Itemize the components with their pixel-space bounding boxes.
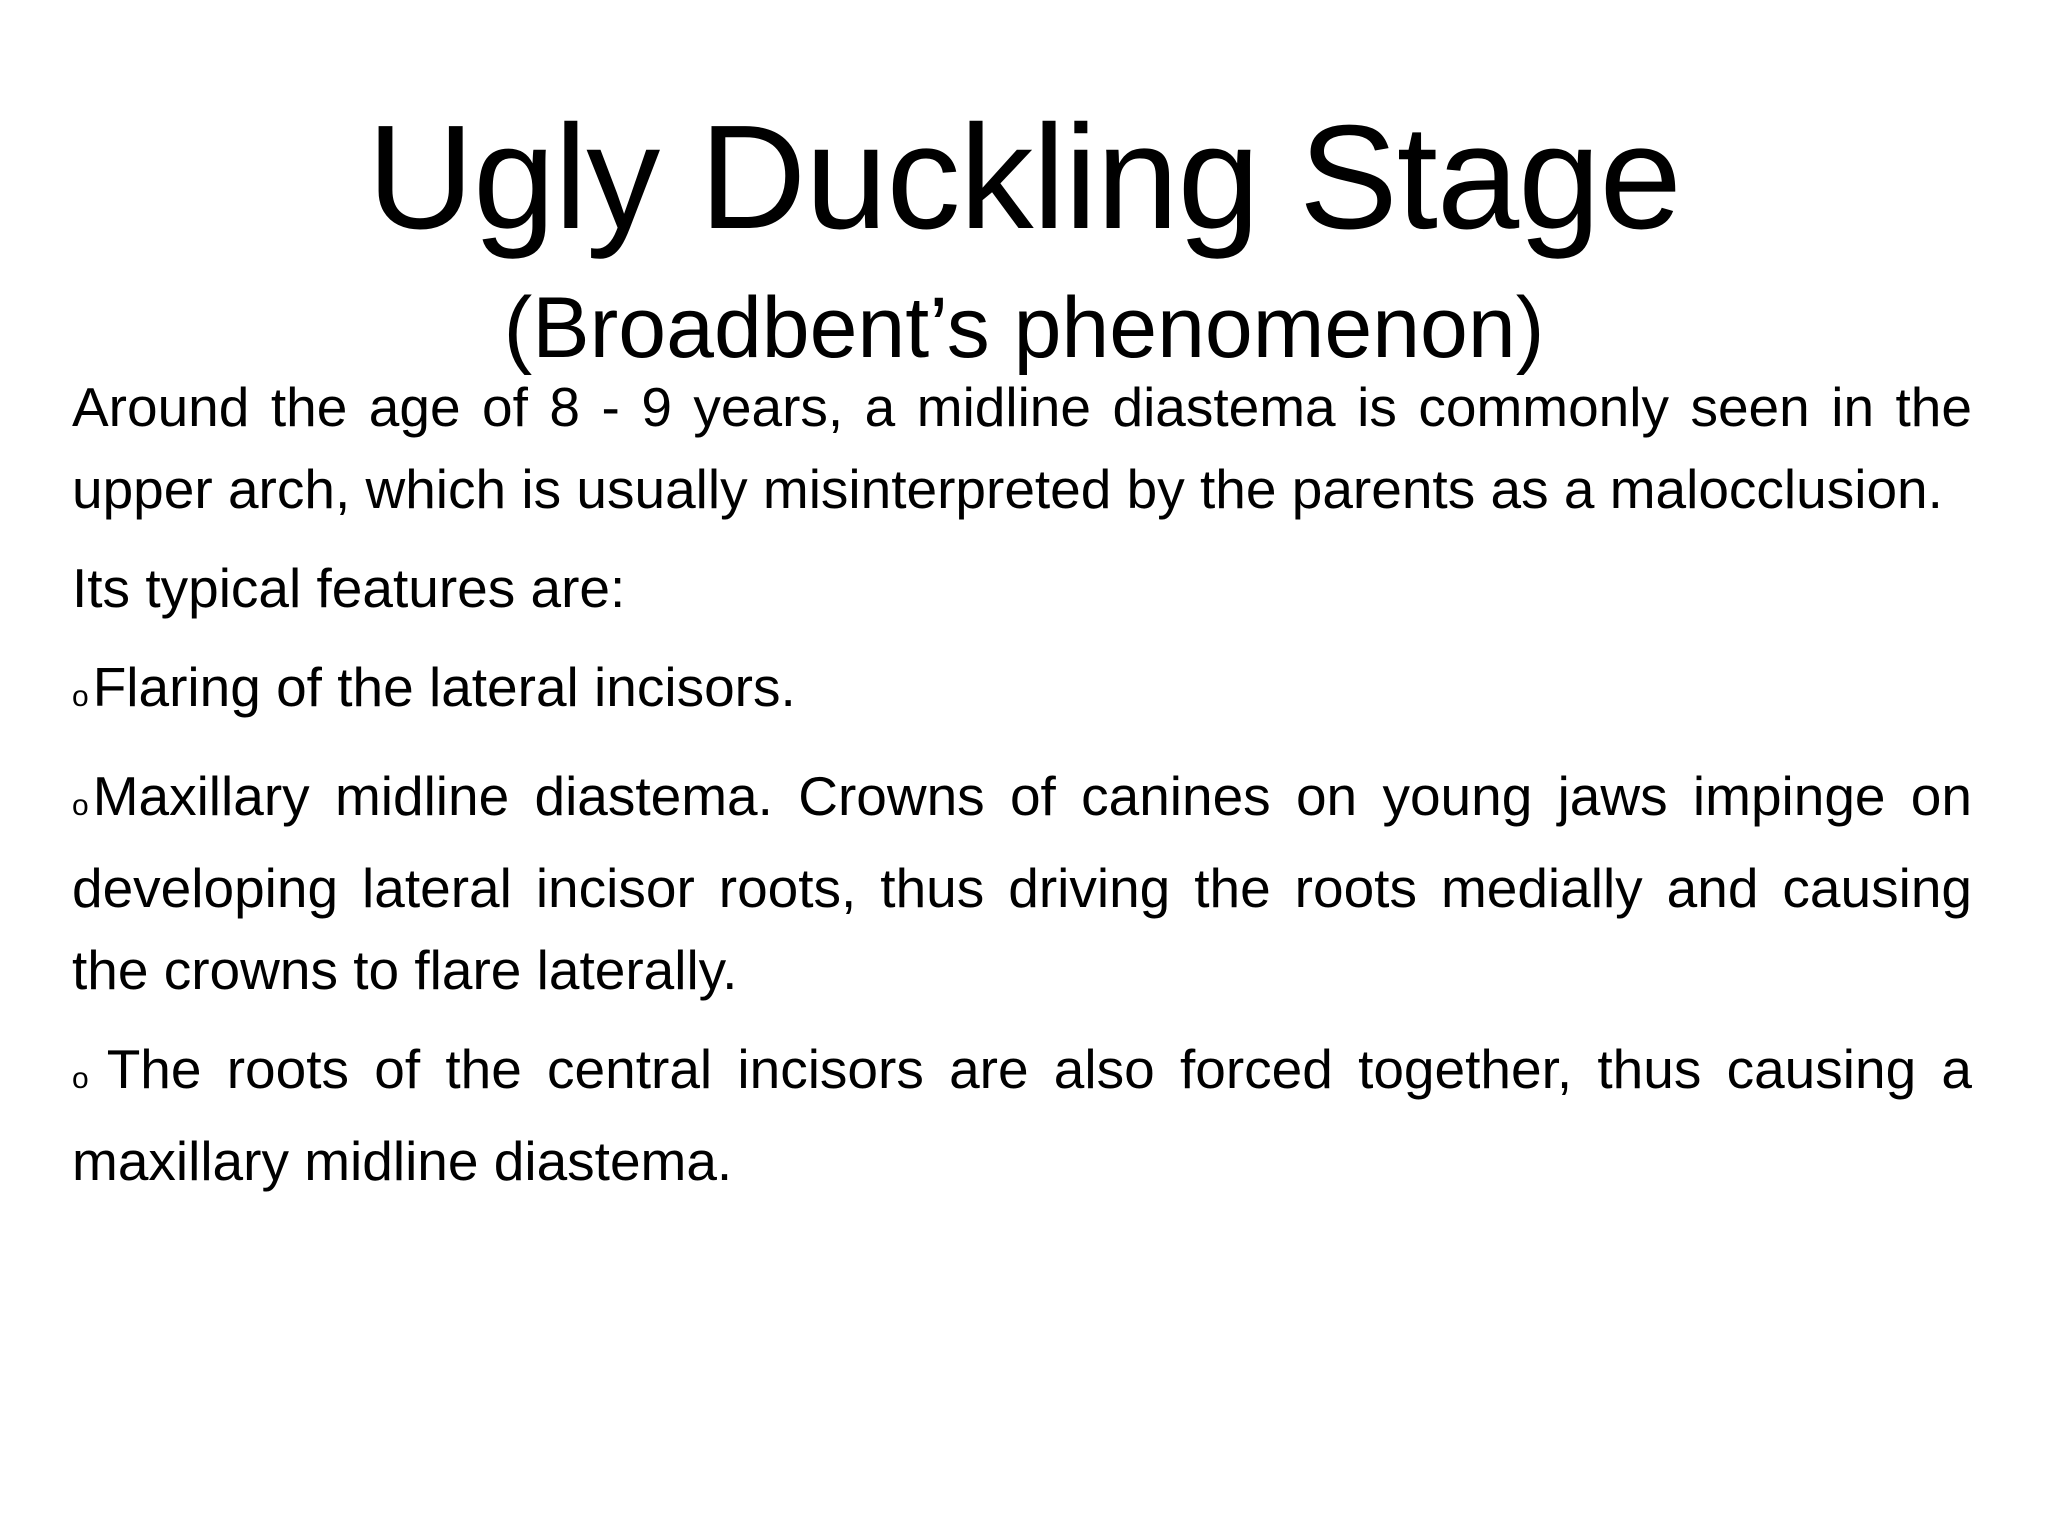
bullet-item [72,755,1972,1011]
slide-subtitle: (Broadbent’s phenomenon) [503,280,1545,376]
features-heading: Its typical features are: [72,557,626,619]
slide-body [72,366,1972,1202]
bullet-text: Maxillary midline diastema. Crowns of canines on young jaws impinge on developing lateral incisor roots, thus driving the roots medially and causing the crowns to flare laterally. [72,765,1972,1001]
bullet-text: The roots of the central incisors are also forced together, thus causing a maxillary midline diastema. [72,1038,1972,1192]
bullet-marker: o [72,789,89,822]
bullet-marker: o [72,680,89,713]
bullet-item [72,646,1972,738]
intro-paragraph: Around the age of 8 - 9 years, a midline diastema is commonly seen in the upper arch, which is usually misinterpreted by the parents as a malocclusion. [72,376,1972,520]
bullet-item [72,1028,1972,1202]
bullet-text: Flaring of the lateral incisors. [92,656,796,718]
bullet-marker: o [72,1062,89,1095]
slide-title: Ugly Duckling Stage [367,95,1681,260]
